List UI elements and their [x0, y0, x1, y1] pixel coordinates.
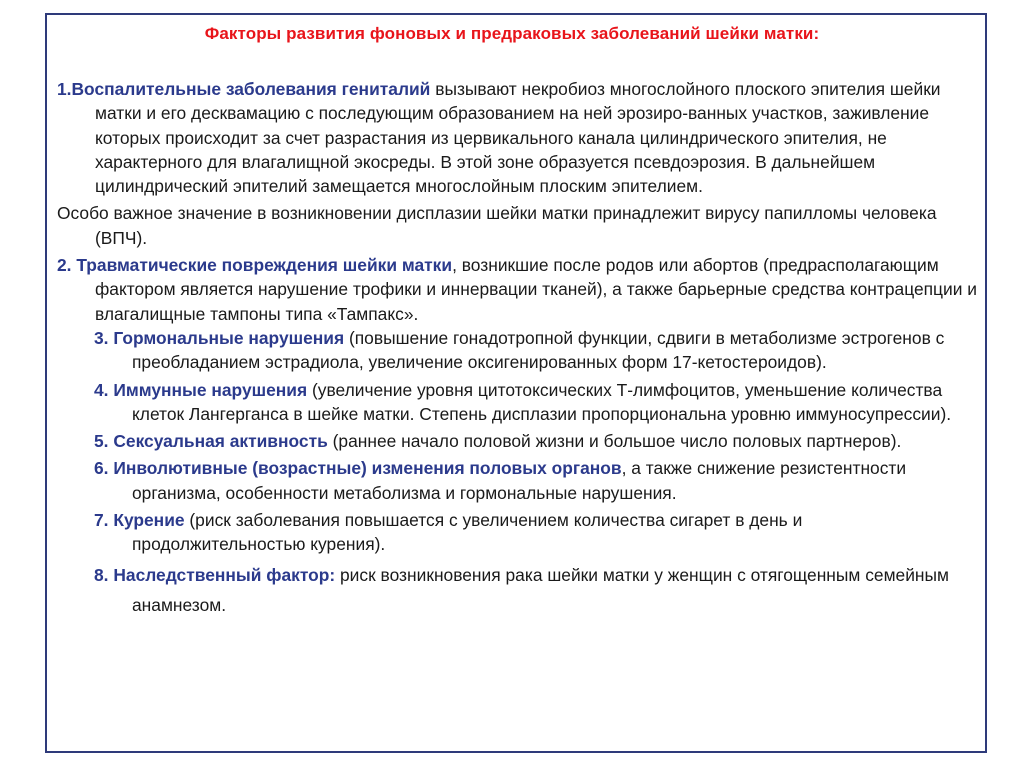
factor-5-text: (раннее начало половой жизни и большое число половых партнеров). [327, 431, 902, 452]
factor-item-8 [94, 560, 977, 620]
factor-1-text: вызывают некробиоз многослойного плоского эпителия шейки матки и его десквамацию с последующим образованием на ней эрозиро-ванных участков, заживление которых происходит за счет разрастания из цервикального канала цилиндрического эпителия, не характерного для влагалищной экосреды. В этой зоне образуется псевдоэрозия. В дальнейшем цилиндрический эпителий замещается многослойным плоским эпителием. [95, 79, 941, 197]
factor-item-7 [94, 508, 977, 557]
factor-6-heading: 6. Инволютивные (возрастные) изменения половых органов [94, 458, 622, 479]
factor-3-heading: 3. Гормональные нарушения [94, 327, 345, 348]
factor-4-heading: 4. Иммунные нарушения [94, 379, 308, 400]
factor-item-2 [57, 253, 977, 326]
hpv-note [57, 201, 977, 250]
sub-factors-list [57, 326, 977, 620]
slide-title: Факторы развития фоновых и предраковых заболеваний шейки матки: [204, 24, 820, 43]
factor-7-text: (риск заболевания повышается с увеличением количества сигарет в день и продолжительностью курения). [132, 510, 803, 555]
factor-item-1 [57, 77, 977, 198]
factor-item-6 [94, 456, 977, 505]
factor-5-heading: 5. Сексуальная активность [94, 431, 328, 452]
factor-2-text: , возникшие после родов или абортов (предрасполагающим фактором является нарушение трофики и иннервации тканей), а также барьерные средства контрацепции и влагалищные тампоны типа «Тампакс». [95, 255, 977, 324]
hpv-note-text: Особо важное значение в возникновении дисплазии шейки матки принадлежит вирусу папилломы человека (ВПЧ). [57, 203, 937, 248]
factor-item-5 [94, 429, 977, 453]
factor-8-text: риск возникновения рака шейки матки у женщин с отягощенным семейным анамнезом. [132, 564, 949, 615]
factor-1-heading: 1.Воспалительные заболевания гениталий [57, 79, 431, 99]
factor-item-3 [94, 326, 977, 375]
factor-7-heading: 7. Курение [94, 510, 185, 531]
factor-6-text: , а также снижение резистентности организма, особенности метаболизма и гормональные нарушения. [132, 458, 907, 503]
factor-2-heading: 2. Травматические повреждения шейки матки [57, 255, 453, 276]
factor-4-text: (увеличение уровня цитотоксических Т-лимфоцитов, уменьшение количества клеток Лангерганса в шейке матки. Степень дисплазии пропорциональна уровню иммуносупрессии). [132, 379, 952, 424]
factor-3-text: (повышение гонадотропной функции, сдвиги в метаболизме эстрогенов с преобладанием эстрадиола, увеличение оксигенированных форм 17-кетостероидов). [132, 327, 945, 373]
factor-item-4 [94, 378, 977, 427]
slide-content [57, 77, 977, 620]
factor-8-heading: 8. Наследственный фактор: [94, 564, 336, 585]
